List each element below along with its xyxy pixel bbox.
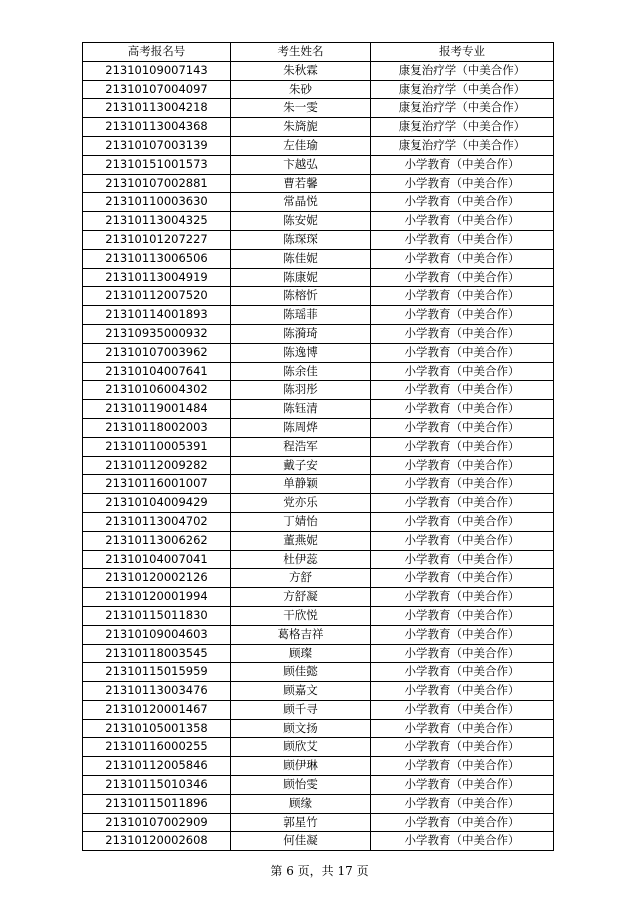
cell-registration-number: 21310107002909 [83, 813, 231, 832]
cell-major: 小学教育（中美合作） [371, 324, 554, 343]
table-row [83, 569, 554, 588]
cell-major: 小学教育（中美合作） [371, 343, 554, 362]
cell-student-name: 顾伊琳 [231, 757, 371, 776]
cell-registration-number: 21310118003545 [83, 644, 231, 663]
cell-major: 小学教育（中美合作） [371, 362, 554, 381]
cell-student-name: 陈逸博 [231, 343, 371, 362]
cell-registration-number: 21310101207227 [83, 230, 231, 249]
cell-major: 小学教育（中美合作） [371, 531, 554, 550]
cell-registration-number: 21310113004218 [83, 99, 231, 118]
cell-registration-number: 21310935000932 [83, 324, 231, 343]
table-row [83, 400, 554, 419]
cell-student-name: 顾嘉文 [231, 682, 371, 701]
cell-registration-number: 21310113003476 [83, 682, 231, 701]
table-row [83, 136, 554, 155]
cell-student-name: 陈钰清 [231, 400, 371, 419]
cell-student-name: 郭星竹 [231, 813, 371, 832]
cell-student-name: 何佳凝 [231, 832, 371, 851]
cell-student-name: 陈瑶菲 [231, 306, 371, 325]
cell-registration-number: 21310105001358 [83, 719, 231, 738]
cell-major: 小学教育（中美合作） [371, 306, 554, 325]
cell-major: 小学教育（中美合作） [371, 400, 554, 419]
cell-registration-number: 21310106004302 [83, 381, 231, 400]
cell-registration-number: 21310115011896 [83, 794, 231, 813]
header-student-name: 考生姓名 [231, 43, 371, 62]
table-row [83, 832, 554, 851]
table-row [83, 118, 554, 137]
table-row [83, 813, 554, 832]
cell-major: 小学教育（中美合作） [371, 663, 554, 682]
cell-major: 小学教育（中美合作） [371, 249, 554, 268]
table-row [83, 174, 554, 193]
cell-registration-number: 21310112007520 [83, 287, 231, 306]
table-row [83, 287, 554, 306]
cell-registration-number: 21310109007143 [83, 61, 231, 80]
table-row [83, 644, 554, 663]
table-row [83, 343, 554, 362]
cell-student-name: 曹若馨 [231, 174, 371, 193]
cell-major: 小学教育（中美合作） [371, 569, 554, 588]
table-row [83, 99, 554, 118]
cell-registration-number: 21310119001484 [83, 400, 231, 419]
table-row [83, 606, 554, 625]
cell-major: 小学教育（中美合作） [371, 719, 554, 738]
cell-registration-number: 21310113006506 [83, 249, 231, 268]
cell-registration-number: 21310116000255 [83, 738, 231, 757]
cell-registration-number: 21310114001893 [83, 306, 231, 325]
table-row [83, 268, 554, 287]
cell-registration-number: 21310118002003 [83, 418, 231, 437]
cell-student-name: 陈羽彤 [231, 381, 371, 400]
cell-major: 小学教育（中美合作） [371, 475, 554, 494]
cell-major: 小学教育（中美合作） [371, 494, 554, 513]
cell-major: 小学教育（中美合作） [371, 193, 554, 212]
cell-major: 小学教育（中美合作） [371, 700, 554, 719]
table-row [83, 437, 554, 456]
cell-student-name: 陈余佳 [231, 362, 371, 381]
cell-major: 小学教育（中美合作） [371, 174, 554, 193]
table-row [83, 757, 554, 776]
cell-major: 小学教育（中美合作） [371, 682, 554, 701]
cell-student-name: 单静颖 [231, 475, 371, 494]
cell-student-name: 朱旖旎 [231, 118, 371, 137]
cell-registration-number: 21310113004702 [83, 512, 231, 531]
table-row [83, 700, 554, 719]
cell-student-name: 陈榕忻 [231, 287, 371, 306]
cell-student-name: 顾缘 [231, 794, 371, 813]
cell-major: 小学教育（中美合作） [371, 456, 554, 475]
cell-registration-number: 21310112005846 [83, 757, 231, 776]
cell-student-name: 丁婧怡 [231, 512, 371, 531]
table-row [83, 776, 554, 795]
table-row [83, 362, 554, 381]
cell-registration-number: 21310113004368 [83, 118, 231, 137]
table-row [83, 249, 554, 268]
cell-student-name: 陈安妮 [231, 212, 371, 231]
cell-student-name: 董燕妮 [231, 531, 371, 550]
cell-student-name: 顾文扬 [231, 719, 371, 738]
cell-major: 小学教育（中美合作） [371, 381, 554, 400]
table-row [83, 61, 554, 80]
cell-major: 小学教育（中美合作） [371, 437, 554, 456]
cell-registration-number: 21310115010346 [83, 776, 231, 795]
cell-student-name: 干欣悦 [231, 606, 371, 625]
cell-major: 小学教育（中美合作） [371, 625, 554, 644]
table-row [83, 531, 554, 550]
cell-student-name: 陈周烨 [231, 418, 371, 437]
table-row [83, 719, 554, 738]
cell-registration-number: 21310112009282 [83, 456, 231, 475]
table-row [83, 306, 554, 325]
cell-major: 小学教育（中美合作） [371, 418, 554, 437]
cell-registration-number: 21310109004603 [83, 625, 231, 644]
cell-student-name: 陈康妮 [231, 268, 371, 287]
table-row [83, 738, 554, 757]
table-row [83, 794, 554, 813]
cell-registration-number: 21310107003962 [83, 343, 231, 362]
cell-student-name: 杜伊蕊 [231, 550, 371, 569]
cell-major: 小学教育（中美合作） [371, 794, 554, 813]
table-row [83, 512, 554, 531]
table-row [83, 193, 554, 212]
header-registration-number: 高考报名号 [83, 43, 231, 62]
cell-registration-number: 21310113004919 [83, 268, 231, 287]
cell-registration-number: 21310104009429 [83, 494, 231, 513]
cell-student-name: 葛格吉祥 [231, 625, 371, 644]
cell-student-name: 左佳瑜 [231, 136, 371, 155]
cell-major: 小学教育（中美合作） [371, 155, 554, 174]
cell-major: 康复治疗学（中美合作） [371, 118, 554, 137]
table-body [83, 61, 554, 850]
cell-registration-number: 21310110003630 [83, 193, 231, 212]
table-row [83, 418, 554, 437]
cell-registration-number: 21310116001007 [83, 475, 231, 494]
cell-registration-number: 21310120002126 [83, 569, 231, 588]
cell-student-name: 顾千寻 [231, 700, 371, 719]
header-major: 报考专业 [371, 43, 554, 62]
table-row [83, 625, 554, 644]
cell-student-name: 常晶悦 [231, 193, 371, 212]
table-row [83, 80, 554, 99]
cell-student-name: 顾怡雯 [231, 776, 371, 795]
cell-major: 小学教育（中美合作） [371, 606, 554, 625]
table-row [83, 381, 554, 400]
cell-student-name: 卞越弘 [231, 155, 371, 174]
cell-registration-number: 21310113006262 [83, 531, 231, 550]
cell-registration-number: 21310104007641 [83, 362, 231, 381]
cell-major: 康复治疗学（中美合作） [371, 80, 554, 99]
cell-student-name: 朱秋霖 [231, 61, 371, 80]
cell-registration-number: 21310120002608 [83, 832, 231, 851]
cell-registration-number: 21310113004325 [83, 212, 231, 231]
cell-student-name: 顾璨 [231, 644, 371, 663]
cell-registration-number: 21310115015959 [83, 663, 231, 682]
table-row [83, 230, 554, 249]
cell-major: 小学教育（中美合作） [371, 738, 554, 757]
cell-student-name: 程浩军 [231, 437, 371, 456]
cell-major: 小学教育（中美合作） [371, 757, 554, 776]
page-footer: 第 6 页，共 17 页 [270, 864, 369, 878]
table-row [83, 494, 554, 513]
table-row [83, 588, 554, 607]
cell-student-name: 方舒 [231, 569, 371, 588]
cell-registration-number: 21310120001467 [83, 700, 231, 719]
cell-student-name: 陈琛琛 [231, 230, 371, 249]
cell-registration-number: 21310107003139 [83, 136, 231, 155]
table-row [83, 663, 554, 682]
cell-major: 小学教育（中美合作） [371, 212, 554, 231]
table-row [83, 682, 554, 701]
cell-major: 小学教育（中美合作） [371, 550, 554, 569]
cell-student-name: 戴子安 [231, 456, 371, 475]
cell-student-name: 朱砂 [231, 80, 371, 99]
table-row [83, 212, 554, 231]
cell-registration-number: 21310107002881 [83, 174, 231, 193]
table-row [83, 324, 554, 343]
cell-student-name: 陈漪琦 [231, 324, 371, 343]
cell-major: 小学教育（中美合作） [371, 588, 554, 607]
cell-registration-number: 21310107004097 [83, 80, 231, 99]
cell-major: 小学教育（中美合作） [371, 644, 554, 663]
cell-major: 康复治疗学（中美合作） [371, 61, 554, 80]
cell-registration-number: 21310104007041 [83, 550, 231, 569]
cell-major: 小学教育（中美合作） [371, 268, 554, 287]
cell-major: 小学教育（中美合作） [371, 813, 554, 832]
cell-student-name: 方舒凝 [231, 588, 371, 607]
table-row [83, 155, 554, 174]
admission-table [82, 42, 554, 851]
cell-major: 康复治疗学（中美合作） [371, 99, 554, 118]
cell-registration-number: 21310151001573 [83, 155, 231, 174]
table-row [83, 456, 554, 475]
cell-major: 小学教育（中美合作） [371, 287, 554, 306]
cell-major: 小学教育（中美合作） [371, 512, 554, 531]
table-row [83, 475, 554, 494]
cell-student-name: 朱一雯 [231, 99, 371, 118]
cell-student-name: 顾佳懿 [231, 663, 371, 682]
cell-major: 小学教育（中美合作） [371, 832, 554, 851]
cell-registration-number: 21310120001994 [83, 588, 231, 607]
cell-student-name: 陈佳妮 [231, 249, 371, 268]
cell-student-name: 顾欣艾 [231, 738, 371, 757]
cell-registration-number: 21310115011830 [83, 606, 231, 625]
table-header-row [83, 43, 554, 62]
cell-major: 小学教育（中美合作） [371, 230, 554, 249]
cell-registration-number: 21310110005391 [83, 437, 231, 456]
table-row [83, 550, 554, 569]
admission-list-sheet [82, 42, 553, 851]
cell-major: 康复治疗学（中美合作） [371, 136, 554, 155]
cell-major: 小学教育（中美合作） [371, 776, 554, 795]
cell-student-name: 党亦乐 [231, 494, 371, 513]
